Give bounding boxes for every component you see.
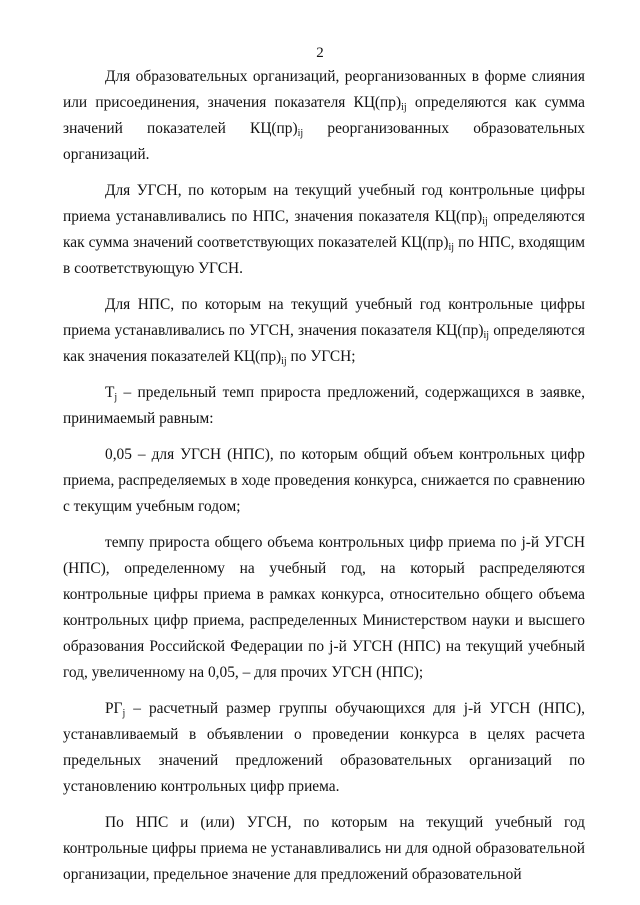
paragraph: По НПС и (или) УГСН, по которым на текущий учебный год контрольные цифры приема не устанавливались ни для одной образовательной организации, предельное значение для предложений образовательной	[63, 814, 585, 883]
paragraph: $РГ_j$ – расчетный размер группы обучающихся для j-й УГСН (НПС), устанавливаемый в объявлении о проведении конкурса в целях расчета предельных значений предложений образовательных организаций по установлению контрольных цифр приема.	[63, 700, 585, 795]
page-number: 2	[316, 45, 324, 61]
paragraph: темпу прироста общего объема контрольных цифр приема по j-й УГСН (НПС), определенному на учебный год, на который распределяются контрольные цифры приема в рамках конкурса, относительно общего объема контрольных цифр приема, распределенных Министерством науки и высшего образования Российской Федерации по j-й УГСН (НПС) на текущий учебный год, увеличенному на 0,05, – для прочих УГСН (НПС);	[63, 534, 585, 681]
paragraph: Для НПС, по которым на текущий учебный год контрольные цифры приема устанавливались по УГСН, значения показателя $КЦ(пр)_{ij}$ определяются как значения показателей $КЦ(пр)_{ij}$ по УГСН;	[63, 296, 585, 367]
paragraph: 0,05 – для УГСН (НПС), по которым общий объем контрольных цифр приема, распределяемых в ходе проведения конкурса, снижается по сравнению с текущим учебным годом;	[63, 446, 585, 515]
paragraph: $Т_j$ – предельный темп прироста предложений, содержащихся в заявке, принимаемый равным:	[63, 384, 585, 427]
document-body	[63, 64, 585, 898]
paragraph: Для УГСН, по которым на текущий учебный год контрольные цифры приема устанавливались по НПС, значения показателя $КЦ(пр)_{ij}$ определяются как сумма значений соответствующих показателей $КЦ(пр)_{ij}$ по НПС, входящим в соответствующую УГСН.	[63, 182, 585, 277]
paragraph: Для образовательных организаций, реорганизованных в форме слияния или присоединения, значения показателя $КЦ(пр)_{ij}$ определяются как сумма значений показателей $КЦ(пр)_{ij}$ реорганизованных образовательных организаций.	[63, 68, 586, 163]
